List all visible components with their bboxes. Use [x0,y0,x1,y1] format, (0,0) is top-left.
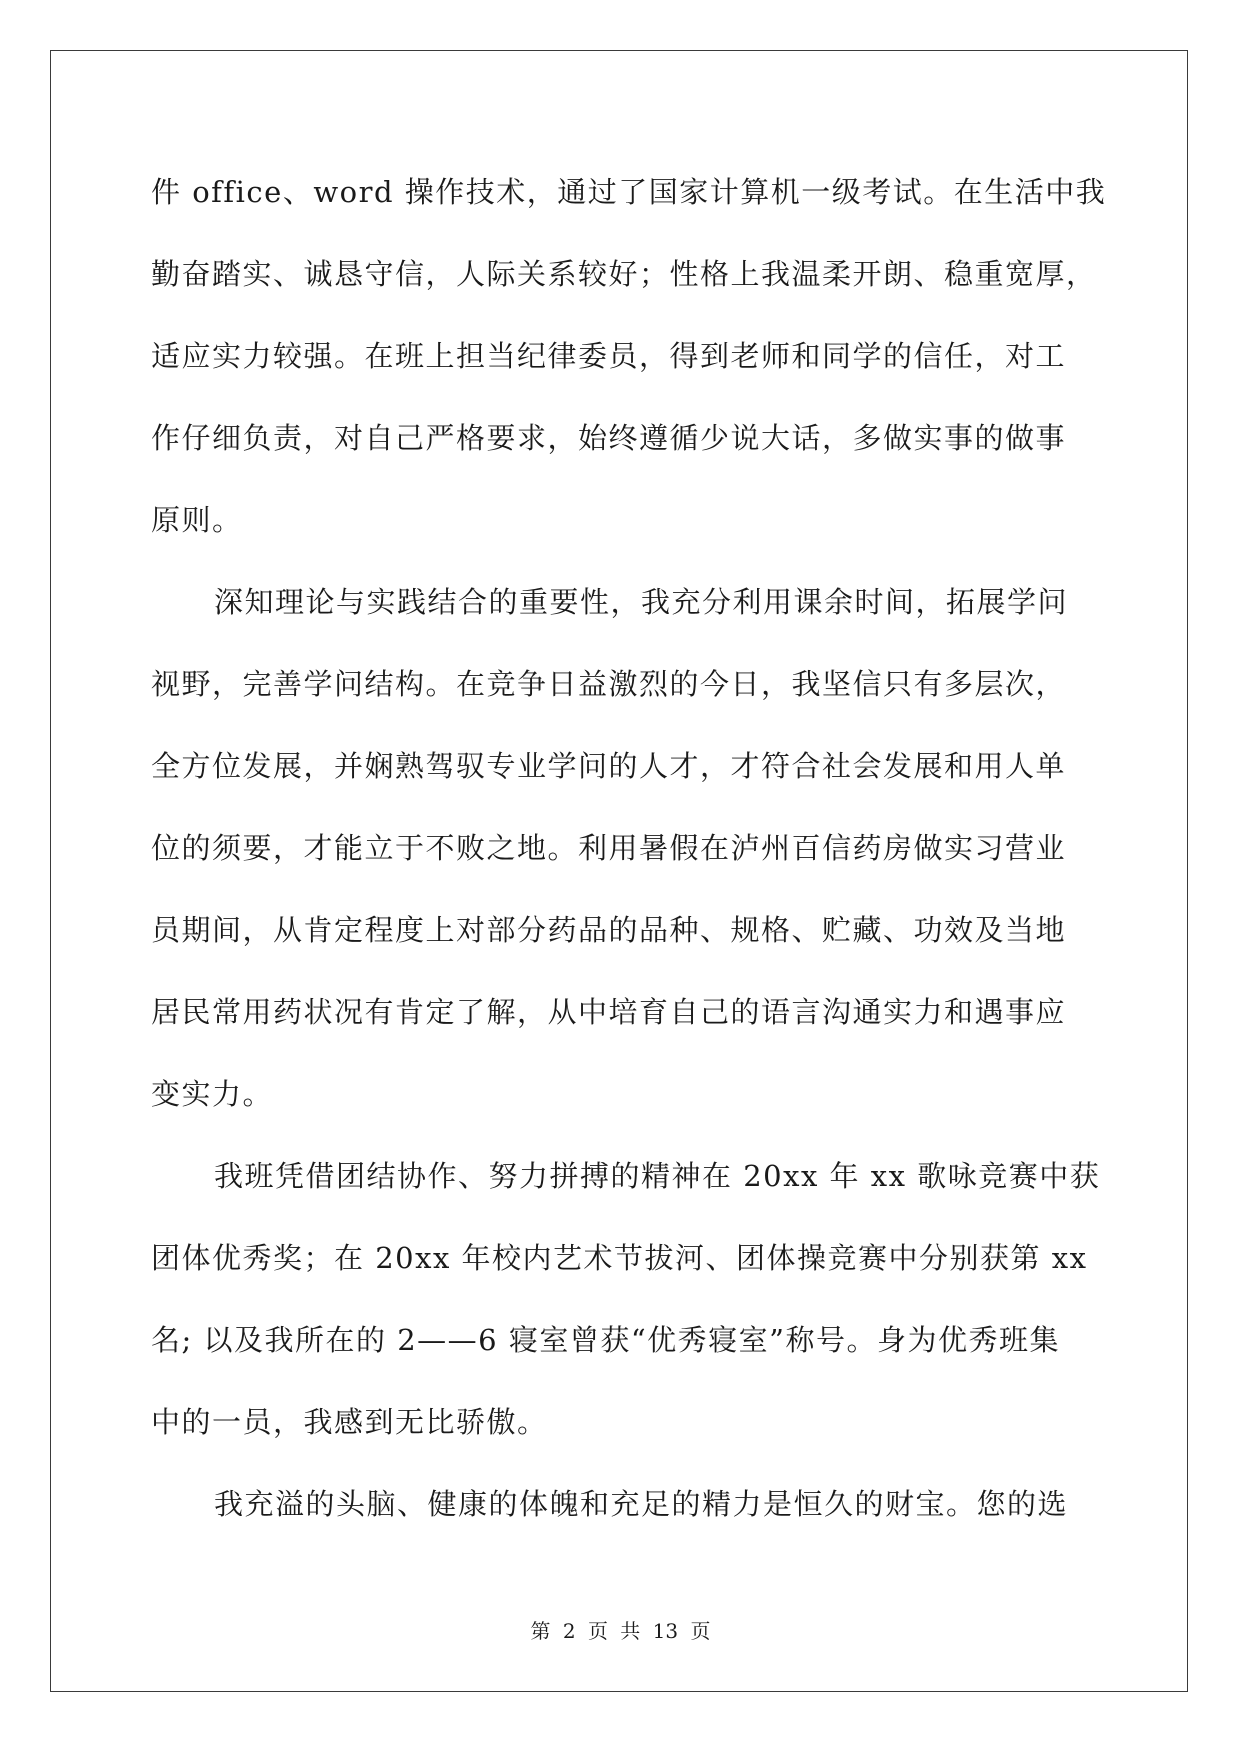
text-line: 全方位发展，并娴熟驾驭专业学问的人才，才符合社会发展和用人单 [151,749,1067,783]
text-line: 作仔细负责，对自己严格要求，始终遵循少说大话，多做实事的做事 [151,421,1067,455]
text-line: 原则。 [151,503,243,537]
text-line: 名; 以及我所在的 2——6 寝室曾获“优秀寝室”称号。身为优秀班集 [151,1323,1060,1357]
text-line: 居民常用药状况有肯定了解，从中培育自己的语言沟通实力和遇事应 [151,995,1067,1029]
text-line: 适应实力较强。在班上担当纪律委员，得到老师和同学的信任，对工 [151,339,1067,373]
page-number-footer: 第 2 页 共 13 页 [530,1619,711,1643]
text-line: 变实力。 [151,1077,274,1111]
text-line: 团体优秀奖；在 20xx 年校内艺术节拔河、团体操竞赛中分别获第 xx [151,1241,1088,1275]
text-line: 员期间，从肯定程度上对部分药品的品种、规格、贮藏、功效及当地 [151,913,1067,947]
text-line: 勤奋踏实、诚恳守信，人际关系较好；性格上我温柔开朗、稳重宽厚， [151,257,1097,291]
text-line: 中的一员，我感到无比骄傲。 [151,1405,548,1439]
document-body [151,160,1107,1554]
paragraph-first-line: 深知理论与实践结合的重要性，我充分利用课余时间，拓展学问 [214,585,1069,619]
text-line: 位的须要，才能立于不败之地。利用暑假在泸州百信药房做实习营业 [151,831,1067,865]
text-line: 件 office、word 操作技术，通过了国家计算机一级考试。在生活中我 [151,175,1107,209]
text-line: 视野，完善学问结构。在竞争日益激烈的今日，我坚信只有多层次， [151,667,1067,701]
paragraph-first-line: 我充溢的头脑、健康的体魄和充足的精力是恒久的财宝。您的选 [214,1487,1069,1521]
paragraph-first-line: 我班凭借团结协作、努力拼搏的精神在 20xx 年 xx 歌咏竞赛中获 [214,1159,1101,1193]
